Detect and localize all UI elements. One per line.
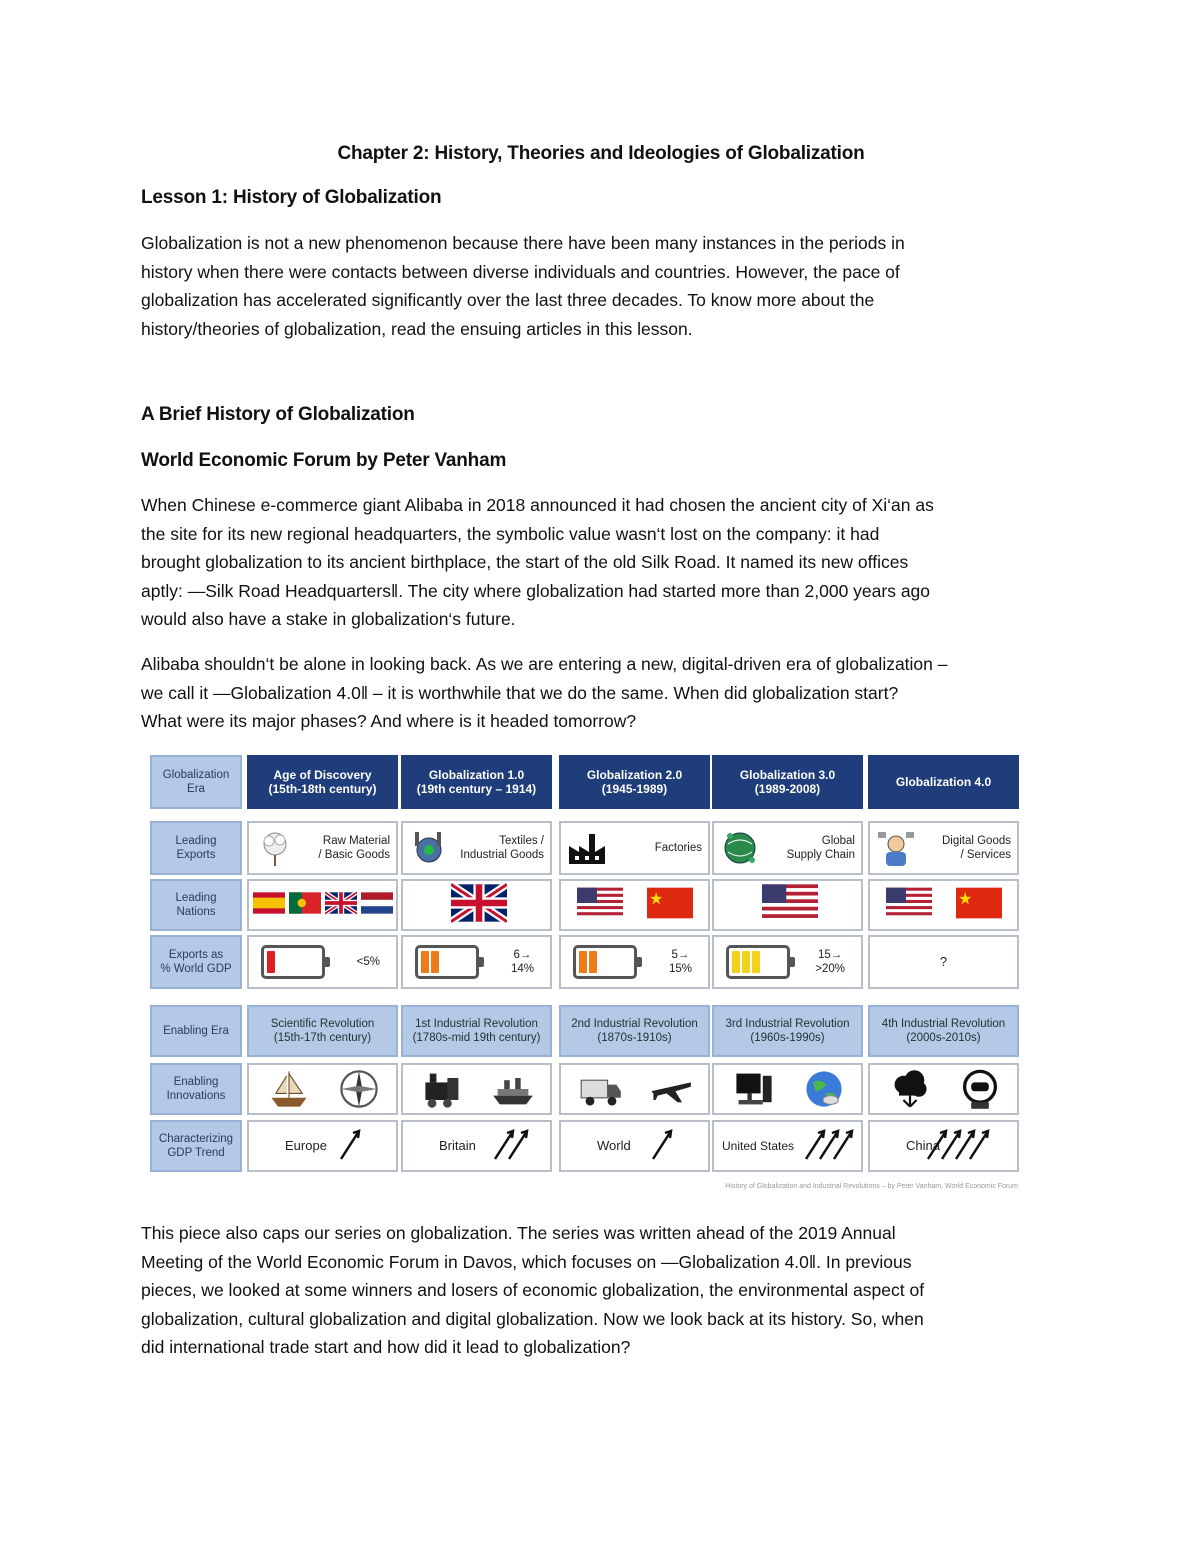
portugal-flag-icon <box>289 891 321 919</box>
leading-exports-4 <box>868 821 1019 875</box>
era-header-0 <box>247 755 398 809</box>
row-label-text-line: Exports as <box>168 949 224 961</box>
intro-line: globalization has accelerated significantly over the last three decades. To know more about the <box>141 290 875 310</box>
enabling-era-text-line: (1960s-1990s) <box>750 1032 825 1044</box>
usa-flag-icon <box>577 886 623 924</box>
export-label <box>787 834 855 862</box>
exports-gdp-2 <box>559 935 710 989</box>
enabling-era-text-line: 2nd Industrial Revolution <box>571 1018 698 1030</box>
train-icon <box>421 1067 465 1111</box>
era-header-text-line: Globalization 2.0 <box>586 768 683 782</box>
cotton-icon <box>255 828 295 868</box>
row-label-text-line: Leading <box>175 835 217 847</box>
gdp-trend-label: Britain <box>439 1138 476 1153</box>
trend-arrow-icon <box>653 1131 671 1159</box>
enabling-innovations-3 <box>712 1063 863 1115</box>
para2-line: Alibaba shouldn‘t be alone in looking back. As we are entering a new, digital-driven era of globalization – <box>141 654 948 674</box>
leading-exports-2 <box>559 821 710 875</box>
trend-arrows <box>651 1127 677 1165</box>
battery-fill <box>732 951 760 973</box>
era-header-text-line: (1945-1989) <box>601 782 668 796</box>
row-label-text-line: GDP Trend <box>167 1147 225 1159</box>
export-label <box>318 834 390 862</box>
gdp-value <box>511 948 534 976</box>
globe-network-icon <box>720 828 760 868</box>
exports-gdp-3 <box>712 935 863 989</box>
enabling-era-text-line: (15th-17th century) <box>273 1032 372 1044</box>
paragraph-1 <box>141 491 1061 634</box>
battery-bar <box>421 951 429 973</box>
airplane-icon <box>649 1067 693 1111</box>
row-label-text-line: Globalization <box>162 769 230 781</box>
export-label-line: Industrial Goods <box>460 849 544 861</box>
enabling-innovations-4 <box>868 1063 1019 1115</box>
row-label-exports <box>150 821 242 875</box>
enabling-era-text-line: Scientific Revolution <box>270 1018 375 1030</box>
enabling-innovations-1 <box>401 1063 552 1115</box>
export-label-line: Supply Chain <box>786 849 855 861</box>
battery-icon <box>726 945 790 979</box>
computer-icon <box>732 1067 776 1111</box>
enabling-era-text-line: (1870s-1910s) <box>597 1032 672 1044</box>
battery-bar <box>732 951 740 973</box>
gdp-trend-label: United States <box>722 1139 795 1153</box>
leading-exports-0 <box>247 821 398 875</box>
leading-nations-2 <box>559 879 710 931</box>
para1-line: would also have a stake in globalization‘s future. <box>141 609 516 629</box>
enabling-era-text-line: 3rd Industrial Revolution <box>725 1018 850 1030</box>
row-label-text-line: Leading <box>175 892 217 904</box>
era-header-text-line: Globalization 3.0 <box>739 768 836 782</box>
trend-arrows <box>493 1127 533 1165</box>
row-label-text-line: Exports <box>176 849 216 861</box>
figure-credit: History of Globalization and Industrial Revolutions – by Peter Vanham, World Economic Forum <box>725 1183 1018 1190</box>
row-label-innovations <box>150 1063 242 1115</box>
china-flag-icon <box>647 886 693 924</box>
robot-icon <box>958 1067 1002 1111</box>
row-label-text-line: Innovations <box>166 1090 226 1102</box>
row-label-trend <box>150 1120 242 1172</box>
era-header-text <box>740 768 835 796</box>
row-label-gdp <box>150 935 242 989</box>
exports-gdp-0 <box>247 935 398 989</box>
enabling-era-text <box>271 1017 375 1045</box>
row-label-text-line: % World GDP <box>160 963 232 975</box>
trend-arrows <box>339 1127 365 1165</box>
enabling-era-text <box>413 1017 541 1045</box>
para3-line: Meeting of the World Economic Forum in Davos, which focuses on ―Globalization 4.0‖. In previous <box>141 1251 912 1272</box>
row-label-nations <box>150 879 242 931</box>
gdp-value-line: <5% <box>356 956 380 968</box>
export-label <box>655 841 702 855</box>
era-header-2 <box>559 755 710 809</box>
battery-icon <box>261 945 325 979</box>
gdp-value <box>815 948 845 976</box>
battery-bar <box>752 951 760 973</box>
era-header-text <box>587 768 682 796</box>
netherlands-flag-icon <box>361 891 393 919</box>
para1-line: brought globalization to its ancient birthplace, the start of the old Silk Road. It named its new offices <box>141 552 909 572</box>
battery-fill <box>267 951 275 973</box>
trend-arrow-icon <box>341 1131 359 1159</box>
gdp-value-line: >20% <box>815 963 845 975</box>
battery-bar <box>742 951 750 973</box>
gdp-value-line: 15% <box>668 963 692 975</box>
row-label-text <box>176 834 217 862</box>
trend-arrows <box>926 1127 994 1165</box>
gdp-value <box>669 948 692 976</box>
internet-globe-icon <box>802 1067 846 1111</box>
gdp-trend-2 <box>559 1120 710 1172</box>
china-flag-icon <box>956 886 1002 924</box>
trend-arrows <box>804 1127 858 1165</box>
para3-line: pieces, we looked at some winners and losers of economic globalization, the environmental aspect of <box>141 1280 925 1300</box>
export-label-line: Factories <box>654 842 702 854</box>
enabling-era-text-line: (2000s-2010s) <box>906 1032 981 1044</box>
row-label-enabling_era <box>150 1005 242 1057</box>
era-header-text-line: (19th century – 1914) <box>416 782 537 796</box>
era-header-text-line: Age of Discovery <box>273 768 372 782</box>
leading-exports-3 <box>712 821 863 875</box>
para1-line: When Chinese e-commerce giant Alibaba in 2018 announced it had chosen the ancient city of Xi‘an as <box>141 495 934 515</box>
era-header-3 <box>712 755 863 809</box>
exports-gdp-1 <box>401 935 552 989</box>
battery-fill <box>421 951 439 973</box>
intro-paragraph <box>141 229 1061 343</box>
digital-services-icon <box>876 828 916 868</box>
usa-flag-icon <box>762 883 818 927</box>
ship-icon <box>267 1067 311 1111</box>
enabling-era-3 <box>712 1005 863 1057</box>
section-title: A Brief History of Globalization <box>141 404 415 425</box>
gdp-trend-0 <box>247 1120 398 1172</box>
battery-bar <box>267 951 275 973</box>
battery-bar <box>589 951 597 973</box>
gdp-value: ? <box>939 954 948 969</box>
battery-icon <box>415 945 479 979</box>
cloud-icon <box>888 1067 932 1111</box>
exports-gdp-4 <box>868 935 1019 989</box>
enabling-era-text-line: 4th Industrial Revolution <box>881 1018 1006 1030</box>
row-label-text <box>163 768 229 796</box>
gdp-value-line: 6→ <box>513 949 532 961</box>
gdp-trend-1 <box>401 1120 552 1172</box>
gdp-trend-label: China <box>906 1138 940 1153</box>
globalization-history-figure <box>148 750 1024 1192</box>
era-header-text-line: Globalization 1.0 <box>428 768 525 782</box>
intro-line: history/theories of globalization, read the ensuing articles in this lesson. <box>141 318 693 339</box>
era-header-text <box>896 775 991 789</box>
paragraph-2 <box>141 650 1061 736</box>
export-label-line: Global <box>821 835 855 847</box>
enabling-era-4 <box>868 1005 1019 1057</box>
battery-fill <box>579 951 597 973</box>
leading-nations-0 <box>247 879 398 931</box>
leading-nations-3 <box>712 879 863 931</box>
gdp-value-line: 14% <box>510 963 534 975</box>
row-label-text-line: Era <box>187 783 205 795</box>
para2-line: What were its major phases? And where is it headed tomorrow? <box>141 711 637 731</box>
para1-line: the site for its new regional headquarters, the symbolic value wasn‘t lost on the company: it had <box>141 523 880 544</box>
spain-flag-icon <box>253 891 285 919</box>
enabling-era-1 <box>401 1005 552 1057</box>
steamship-icon <box>491 1067 535 1111</box>
enabling-era-text <box>571 1017 698 1045</box>
para2-line: we call it ―Globalization 4.0‖ – it is worthwhile that we do the same. When did globalization start? <box>141 682 899 703</box>
row-label-text-line: Characterizing <box>158 1133 234 1145</box>
export-label-line: Textiles / <box>499 835 544 847</box>
gdp-value-line: 15→ <box>817 949 843 961</box>
enabling-era-text <box>882 1017 1005 1045</box>
compass-icon <box>337 1067 381 1111</box>
enabling-era-text <box>725 1017 849 1045</box>
gdp-trend-3 <box>712 1120 863 1172</box>
row-label-text <box>176 891 217 919</box>
era-header-text <box>417 768 536 796</box>
enabling-era-text-line: (1780s-mid 19th century) <box>412 1032 541 1044</box>
para3-line: This piece also caps our series on globalization. The series was written ahead of the 2019 Annual <box>141 1223 896 1243</box>
enabling-era-text-line: 1st Industrial Revolution <box>415 1018 538 1030</box>
paragraph-3 <box>141 1219 1061 1362</box>
export-label-line: / Basic Goods <box>318 849 390 861</box>
chapter-title: Chapter 2: History, Theories and Ideologies of Globalization <box>337 143 865 164</box>
truck-icon <box>579 1067 623 1111</box>
row-label-text <box>163 1024 229 1038</box>
gdp-trend-4 <box>868 1120 1019 1172</box>
para3-line: did international trade start and how did it lead to globalization? <box>141 1337 631 1357</box>
era-header-text-line: (15th-18th century) <box>268 782 377 796</box>
battery-icon <box>573 945 637 979</box>
era-header-text-line: (1989-2008) <box>754 782 821 796</box>
export-label-line: Digital Goods <box>941 835 1011 847</box>
enabling-era-0 <box>247 1005 398 1057</box>
export-label-line: / Services <box>960 849 1011 861</box>
uk-flag-icon <box>325 891 357 919</box>
lesson-title: Lesson 1: History of Globalization <box>141 187 442 208</box>
gdp-value <box>357 955 380 969</box>
spinning-machine-icon <box>409 828 449 868</box>
para1-line: aptly: ―Silk Road Headquarters‖. The city where globalization had started more than 2,000 years ago <box>141 580 931 601</box>
gdp-value-line: 5→ <box>671 949 690 961</box>
uk-flag-icon <box>451 883 507 927</box>
enabling-era-2 <box>559 1005 710 1057</box>
usa-flag-icon <box>886 886 932 924</box>
row-label-text-line: Enabling <box>173 1076 219 1088</box>
row-label-text <box>159 1132 233 1160</box>
row-label-text <box>160 948 231 976</box>
era-header-text-line: Globalization 4.0 <box>895 775 992 789</box>
export-label <box>460 834 544 862</box>
era-header-text <box>268 768 376 796</box>
leading-exports-1 <box>401 821 552 875</box>
row-label-text-line: Nations <box>176 906 216 918</box>
factory-icon <box>567 828 607 868</box>
intro-line: history when there were contacts between diverse individuals and countries. However, the pace of <box>141 261 900 282</box>
leading-nations-4 <box>868 879 1019 931</box>
era-header-4 <box>868 755 1019 809</box>
gdp-trend-label: Europe <box>285 1138 327 1153</box>
para3-line: globalization, cultural globalization and digital globalization. Now we look back at its history. So, when <box>141 1308 924 1329</box>
export-label <box>942 834 1011 862</box>
enabling-innovations-2 <box>559 1063 710 1115</box>
export-label-line: Raw Material <box>322 835 390 847</box>
source-title: World Economic Forum by Peter Vanham <box>141 450 507 471</box>
intro-line: Globalization is not a new phenomenon because there have been many instances in the periods in <box>141 233 905 253</box>
era-header-1 <box>401 755 552 809</box>
row-label-text <box>167 1075 226 1103</box>
row-label-text-line: Enabling Era <box>163 1025 229 1037</box>
battery-bar <box>431 951 439 973</box>
gdp-trend-label: World <box>597 1138 631 1153</box>
leading-nations-1 <box>401 879 552 931</box>
row-label-era <box>150 755 242 809</box>
enabling-innovations-0 <box>247 1063 398 1115</box>
battery-bar <box>579 951 587 973</box>
